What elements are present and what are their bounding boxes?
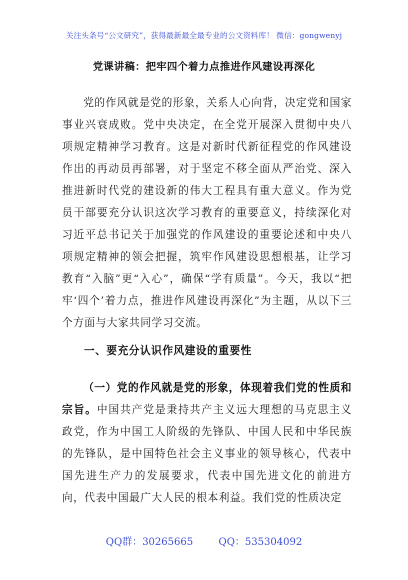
document-title: 党课讲稿：把牢四个着力点推进作风建设再深化 <box>92 61 316 73</box>
footer-contacts-text: QQ群：30265665 QQ：535304092 <box>105 537 303 548</box>
paragraph-2-lead: （一）党的作风就是党的形象，体现着我们党的性质和宗旨。 <box>62 382 352 416</box>
body-paragraph-1: 党的作风就是党的形象，关系人心向背，决定党和国家事业兴衰成败。党中央决定，在全党开展深入贯彻中央八项规定精神学习教育。这是对新时代新征程党的作风建设作出的再动员再部署，对于坚定不移全面从严治党、深入推进新时代党的建设新的伟大工程具有重大意义。作为党员干部要充分认识这次学习教育的重要意义，持续深化对习近平总书记关于加强党的作风建设的重要论述和中央八项规定精神的领会把握，筑牢作风建设思想根基，让学习教育“入脑”更“入心”，确保“学有质量”。今天，我以“把牢‘四个’着力点，推进作风建设再深化”为主题，从以下三个方面与大家共同学习交流。 <box>62 97 352 329</box>
paragraph-2-body: 中国共产党是秉持共产主义远大理想的马克思主义政党，作为中国工人阶级的先锋队、中国人民和中华民族的先锋队，是中国特色社会主义事业的领导核心，代表中国先进生产力的发展要求，代表中国先进文化的前进方向，代表中国最广大人民的根本利益。我们党的性质决定 <box>62 404 352 504</box>
header-promo-text: 关注头条号“公文研究”，获得最新最全最专业的公文资料库！ 微信：gongwenyj <box>65 31 343 40</box>
section-heading-1: 一、要充分认识作风建设的重要性 <box>84 345 252 357</box>
body-paragraph-2 <box>62 377 352 509</box>
